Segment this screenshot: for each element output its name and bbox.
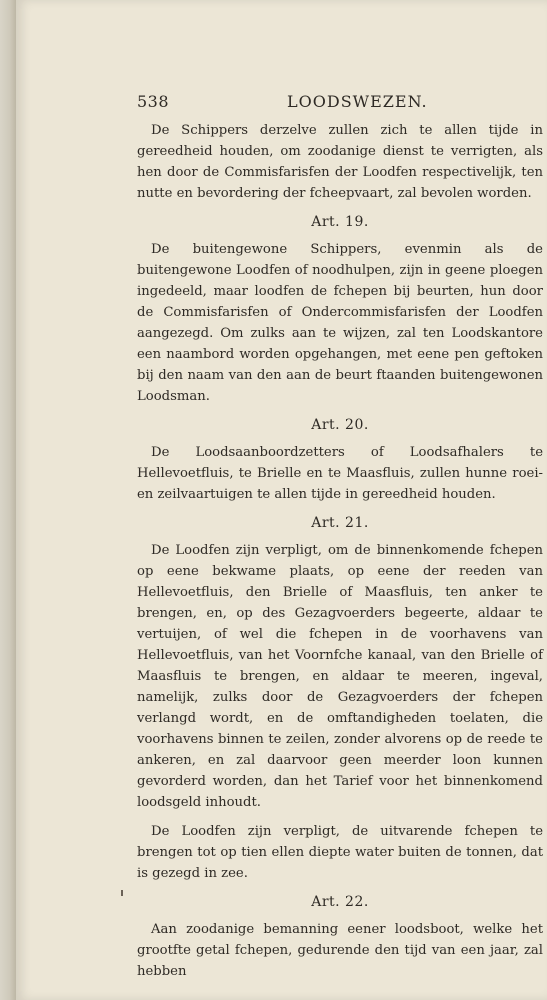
article-heading-22: Art. 22.	[311, 894, 369, 910]
paragraph-art-19: De buitengewone Schippers, evenmin als de buitengewone Loodfen of noodhulpen, zijn in geene ploegen ingedeeld, maar loodfen de fchepen bij beurten, hun door de Commisfarisfen of Ondercommisfarisfen der Loodfen aangezegd. Om zulks aan te wijzen, zal ten Loodskantore een naambord worden opgehangen, met eene pen geftoken bij den naam van den aan de beurt ftaanden buitengewonen Loodsman.	[137, 242, 543, 404]
article-heading-19: Art. 19.	[311, 214, 369, 230]
article-heading-20: Art. 20.	[311, 417, 369, 433]
paragraph-art-21-b: De Loodfen zijn verpligt, de uitvarende fchepen te brengen tot op tien ellen diepte water buiten de tonnen, dat is gezegd in zee.	[137, 824, 543, 881]
paragraph-art-21-a: De Loodfen zijn verpligt, om de binnenkomende fchepen op eene bekwame plaats, op eene der reeden van Hellevoetfluis, den Brielle of Maasfluis, ten anker te brengen, en, op des Gezagvoerders begeerte, aldaar te vertuijen, of wel die fchepen in de voorhavens van Hellevoetfluis, van het Voornfche kanaal, van den Brielle of Maasfluis te brengen, en aldaar te meeren, ingeval, namelijk, zulks door de Gezagvoerders der fchepen verlangd wordt, en de omftandigheden toelaten, die voorhavens binnen te zeilen, zonder alvorens op de reede te ankeren, en zal daarvoor geen meerder loon kunnen gevorderd worden, dan het Tarief voor het binnenkomend loodsgeld inhoudt.	[137, 543, 543, 810]
book-binding-edge	[0, 0, 16, 1000]
running-title: LOODSWEZEN.	[287, 92, 428, 111]
paragraph-art-20: De Loodsaanboordzetters of Loodsafhalers te Hellevoetfluis, te Brielle en te Maasfluis, zullen hunne roei- en zeilvaartuigen te allen tijde in gereedheid houden.	[137, 445, 543, 502]
paragraph-gap	[137, 813, 543, 821]
page-number: 538	[137, 92, 170, 111]
running-header	[137, 90, 543, 118]
paragraph-1: De Schippers derzelve zullen zich te allen tijde in gereedheid houden, om zoodanige dienst te verrigten, als hen door de Commisfarisfen der Loodfen respectivelijk, ten nutte en bevordering der fcheepvaart, zal bevolen worden.	[137, 123, 543, 201]
paragraph-art-22: Aan zoodanige bemanning eener loodsboot, welke het grootfte getal fchepen, gedurende den tijd van een jaar, zal hebben	[137, 922, 543, 979]
book-page	[16, 0, 547, 1000]
page-content	[137, 90, 543, 982]
ink-speck	[121, 890, 123, 896]
article-heading-21: Art. 21.	[311, 515, 369, 531]
